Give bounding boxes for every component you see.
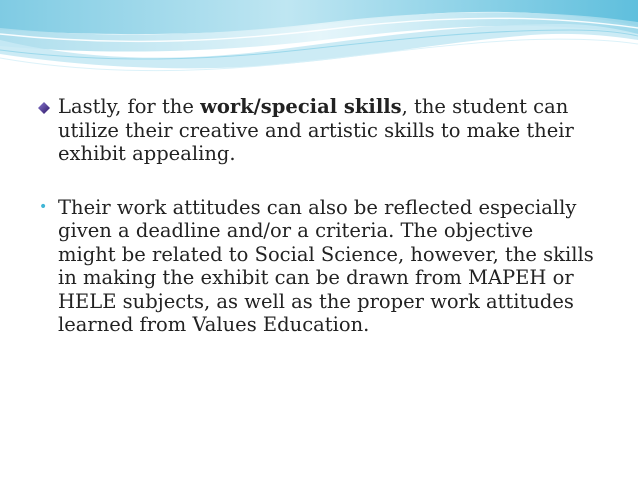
bullet-text: Their work attitudes can also be reflected especially given a deadline and/or a criteria. The objective might be related to Social Science, however, the skills in making the exhibit can be drawn from MAPEH or HELE subjects, as well as the proper work attitudes learned from Values Education. (58, 195, 594, 336)
dot-bullet-icon: • (39, 198, 48, 215)
bullet-item-work-skills (36, 95, 596, 166)
bullet-text-before: Lastly, for the (58, 95, 201, 118)
bullet-text-bold: work/special skills (200, 95, 402, 118)
bullet-text-after: , the student can utilize their creative and artistic skills to make their exhibit appealing. (58, 95, 574, 165)
diamond-bullet-icon (38, 102, 50, 114)
slide-body (36, 95, 596, 337)
wave-header-decoration (0, 0, 638, 80)
bullet-item-work-attitudes (36, 196, 596, 337)
